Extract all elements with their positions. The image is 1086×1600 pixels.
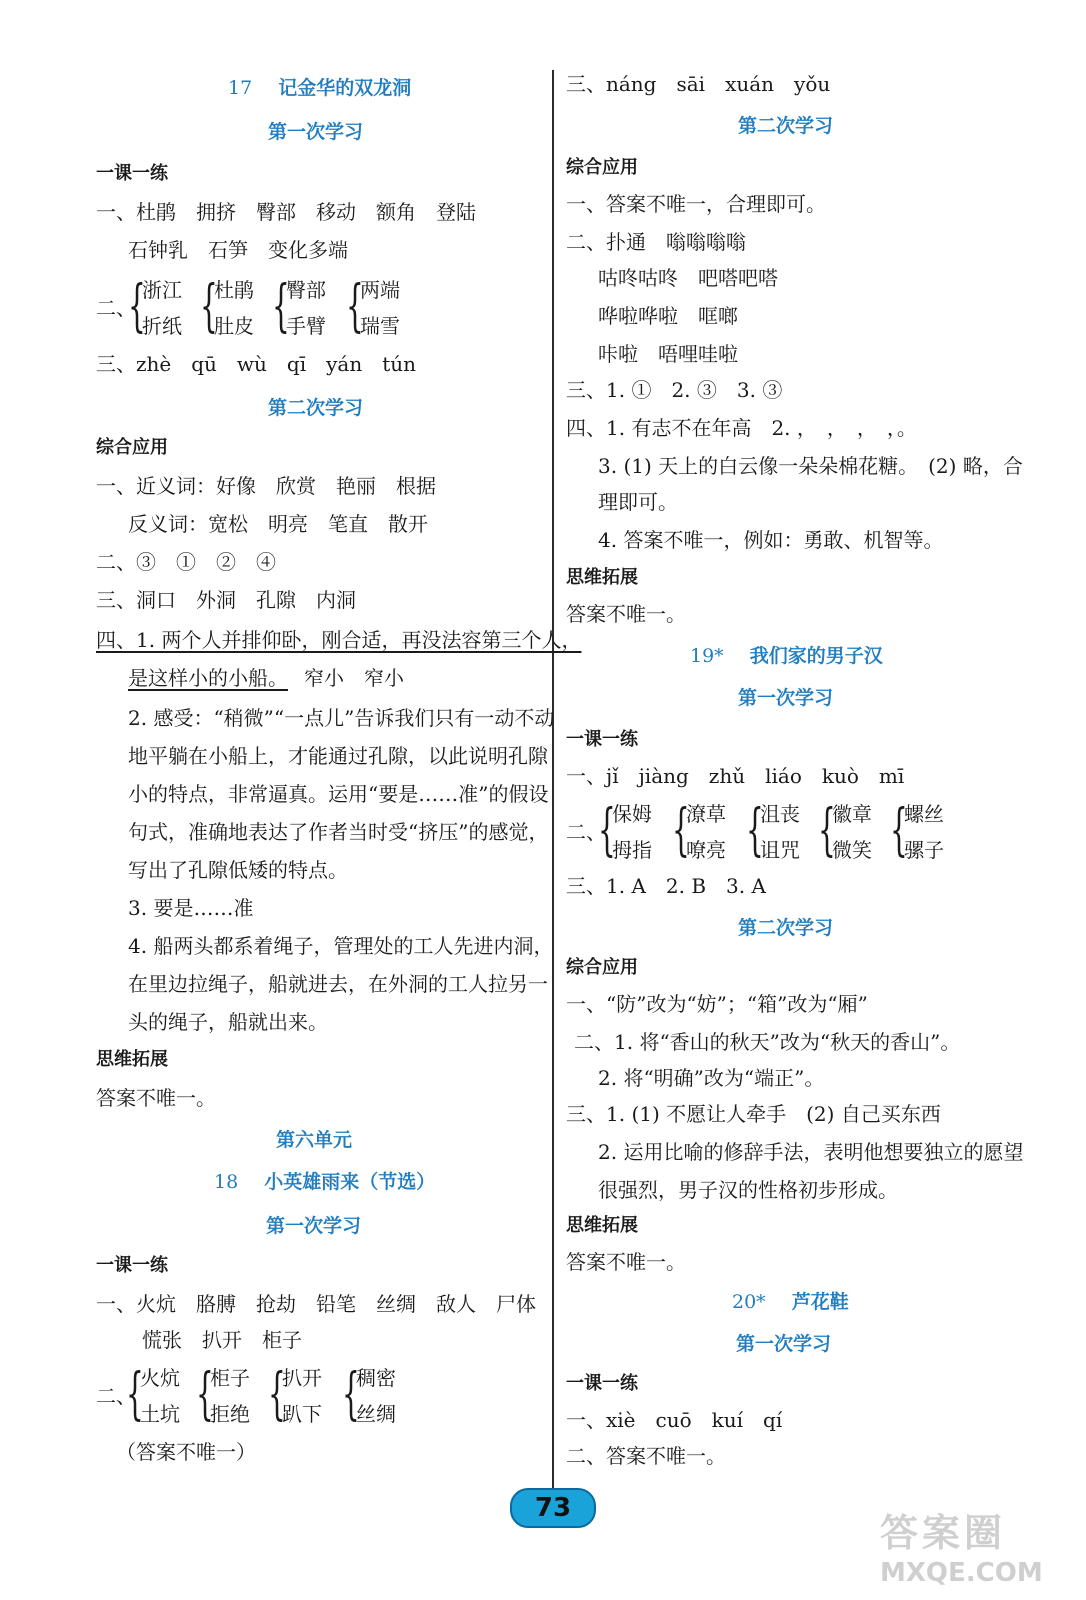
answer-line: 一、近义词：好像 欣赏 艳丽 根据	[96, 474, 436, 498]
answer-line: 二、扑通 嗡嗡嗡嗡	[566, 230, 746, 254]
word-pair-group: 二、 { 保姆 拇指 { 潦草 嘹亮 { 沮丧 诅咒 { 徽章 微笑 { 螺丝 骡子	[566, 798, 944, 863]
word-pair-group: 二、 { 浙江 折纸 { 杜鹃 肚皮 { 臀部 手臂 { 两端 瑞雪	[96, 274, 400, 339]
word: 螺丝	[904, 802, 944, 826]
section-heading: 一课一练	[566, 729, 638, 750]
answer-line: 4. 船两头都系着绳子，管理处的工人先进内洞，	[128, 934, 554, 958]
answer-line: 反义词：宽松 明亮 笔直 散开	[128, 512, 428, 536]
answer-line: 2. 感受：“稍微”“一点儿”告诉我们只有一动不动	[128, 706, 555, 730]
section-heading: 一课一练	[566, 1373, 638, 1394]
answer-line: 三、1. A 2. B 3. A	[566, 874, 766, 898]
answer-line: 咔啦 唔哩哇啦	[598, 342, 738, 366]
word: 潦草	[686, 802, 726, 826]
answer-line: 地平躺在小船上，才能通过孔隙，以此说明孔隙	[128, 744, 548, 768]
answer-line: 三、洞口 外洞 孔隙 内洞	[96, 588, 356, 612]
section-heading: 思维拓展	[566, 1215, 638, 1236]
answer-line: 一、杜鹃 拥挤 臀部 移动 额角 登陆	[96, 200, 476, 224]
word: 土坑	[140, 1402, 180, 1426]
column-divider	[552, 70, 554, 1490]
page-number-badge: 73	[510, 1488, 596, 1528]
section-heading: 思维拓展	[566, 567, 638, 588]
answer-line: 理即可。	[598, 490, 678, 514]
word: 手臂	[286, 314, 326, 338]
word: 沮丧	[760, 802, 800, 826]
section-heading: 一课一练	[96, 1255, 168, 1276]
answer-line: 在里边拉绳子，船就进去，在外洞的工人拉另一	[128, 972, 548, 996]
question-prefix: 二、	[96, 296, 136, 320]
answer-line: 四、1. 两个人并排仰卧，刚合适，再没法容第三个人，	[96, 628, 582, 652]
word: 柜子	[210, 1366, 250, 1390]
answer-line: 3. 要是……准	[128, 896, 254, 920]
answer-line: 哗啦哗啦 哐啷	[598, 304, 738, 328]
answer-line: 4. 答案不唯一，例如：勇敢、机智等。	[598, 528, 944, 552]
word: 浙江	[142, 278, 182, 302]
section-heading: 综合应用	[96, 437, 168, 458]
word: 扒开	[282, 1366, 322, 1390]
answer-note: （答案不唯一）	[116, 1440, 256, 1464]
answer-line: 一、xiè cuō kuí qí	[566, 1408, 783, 1432]
answer-line: 一、“防”改为“妨”；“箱”改为“厢”	[566, 992, 868, 1016]
word: 稠密	[356, 1366, 396, 1390]
section-heading: 一课一练	[96, 163, 168, 184]
answer-line: 三、1. ① 2. ③ 3. ③	[566, 378, 783, 402]
answer-line: 一、火炕 胳膊 抢劫 铅笔 丝绸 敌人 尸体	[96, 1292, 536, 1316]
lesson-number: 19*	[690, 645, 724, 667]
stage-heading: 第一次学习	[738, 687, 834, 709]
answer-line: 三、1. (1) 不愿让人牵手 (2) 自己买东西	[566, 1102, 941, 1126]
answer-line: 慌张 扒开 柜子	[142, 1328, 302, 1352]
word: 趴下	[282, 1402, 322, 1426]
answer-line	[128, 664, 404, 692]
question-prefix: 二、	[566, 820, 606, 844]
answer-line: 二、1. 将“香山的秋天”改为“秋天的香山”。	[574, 1030, 961, 1054]
lesson-number: 17	[228, 77, 253, 99]
answer-line: 一、答案不唯一，合理即可。	[566, 192, 826, 216]
stage-heading: 第二次学习	[738, 115, 834, 137]
word: 杜鹃	[214, 278, 254, 302]
word: 诅咒	[760, 838, 800, 862]
watermark-logo	[880, 1510, 1080, 1598]
word: 嘹亮	[686, 838, 726, 862]
answer-line: 二、答案不唯一。	[566, 1444, 726, 1468]
watermark-url: MXQE.COM	[880, 1558, 1043, 1588]
unit-heading: 第六单元	[276, 1129, 353, 1151]
section-heading: 综合应用	[566, 157, 638, 178]
lesson-title: 芦花鞋	[791, 1291, 849, 1313]
answer-line: 很强烈，男子汉的性格初步形成。	[598, 1178, 898, 1202]
lesson-19-heading	[690, 642, 883, 670]
lesson-title: 我们家的男子汉	[749, 645, 883, 667]
section-heading: 思维拓展	[96, 1049, 168, 1070]
lesson-number: 18	[214, 1171, 239, 1193]
answer-line: 咕咚咕咚 吧嗒吧嗒	[598, 266, 778, 290]
answer-line: 句式，准确地表达了作者当时受“挤压”的感觉，	[128, 820, 549, 844]
lesson-18-heading	[214, 1168, 435, 1196]
word: 保姆	[612, 802, 652, 826]
lesson-17-heading	[228, 74, 411, 102]
word: 火炕	[140, 1366, 180, 1390]
answer-line: 一、jǐ jiàng zhǔ liáo kuò mī	[566, 764, 905, 788]
word: 臀部	[286, 278, 326, 302]
answer-line: 答案不唯一。	[96, 1086, 216, 1110]
answer-line: 二、③ ① ② ④	[96, 550, 276, 574]
stage-heading: 第二次学习	[738, 917, 834, 939]
word-pair-group: 二、 { 火炕 土坑 { 柜子 拒绝 { 扒开 趴下 { 稠密 丝绸	[96, 1362, 396, 1427]
lesson-20-heading	[732, 1288, 849, 1316]
stage-heading: 第二次学习	[268, 397, 364, 419]
answer-line: 答案不唯一。	[566, 1250, 686, 1274]
answer-line: 3. (1) 天上的白云像一朵朵棉花糖。 (2) 略，合	[598, 454, 1023, 478]
watermark-text: 答案圈	[880, 1511, 1007, 1555]
word: 折纸	[142, 314, 182, 338]
answer-line: 写出了孔隙低矮的特点。	[128, 858, 348, 882]
word: 瑞雪	[360, 314, 400, 338]
question-prefix: 二、	[96, 1384, 136, 1408]
lesson-number: 20*	[732, 1291, 766, 1313]
word: 微笑	[832, 838, 872, 862]
stage-heading: 第一次学习	[268, 121, 364, 143]
answer-line: 头的绳子，船就出来。	[128, 1010, 328, 1034]
section-heading: 综合应用	[566, 957, 638, 978]
answer-line: 石钟乳 石笋 变化多端	[128, 238, 348, 262]
answer-line: 四、1. 有志不在年高 2. ， ， ， ，。	[566, 416, 917, 440]
stage-heading: 第一次学习	[736, 1333, 832, 1355]
answer-line: 三、zhè qū wù qī yán tún	[96, 352, 417, 376]
answer-line: 2. 运用比喻的修辞手法，表明他想要独立的愿望	[598, 1140, 1024, 1164]
lesson-title: 小英雄雨来（节选）	[264, 1171, 436, 1193]
word: 拒绝	[210, 1402, 250, 1426]
answer-line: 小的特点，非常逼真。运用“要是……准”的假设	[128, 782, 549, 806]
answer-line: 三、náng sāi xuán yǒu	[566, 72, 831, 96]
answer-line: 答案不唯一。	[566, 602, 686, 626]
word: 拇指	[612, 838, 652, 862]
word: 骡子	[904, 838, 944, 862]
word: 肚皮	[214, 314, 254, 338]
stage-heading: 第一次学习	[266, 1215, 362, 1237]
answer-line: 2. 将“明确”改为“端正”。	[598, 1066, 825, 1090]
word: 两端	[360, 278, 400, 302]
answer-text: 窄小 窄小	[304, 666, 404, 690]
underlined-text: 是这样小的小船。	[128, 666, 288, 690]
word: 徽章	[832, 802, 872, 826]
lesson-title: 记金华的双龙洞	[278, 77, 412, 99]
word: 丝绸	[356, 1402, 396, 1426]
